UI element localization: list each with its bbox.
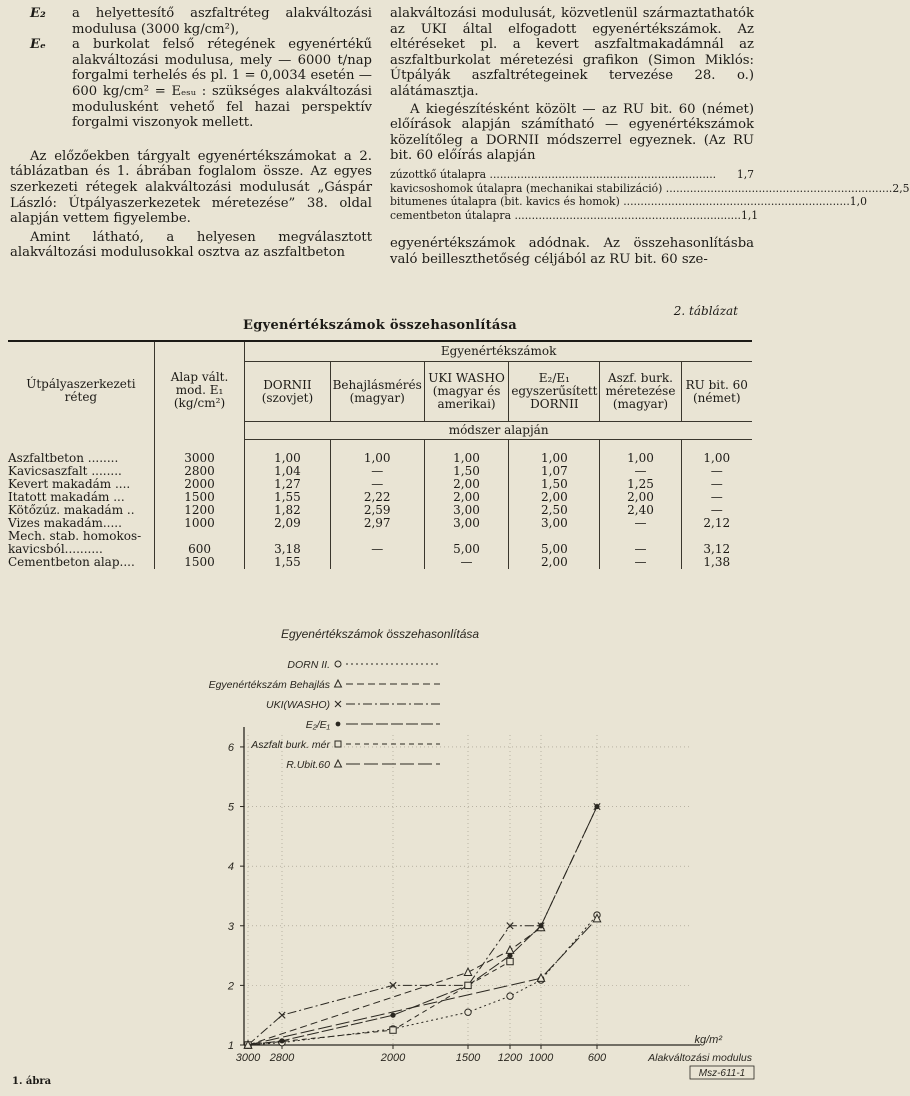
cell: 1,00 bbox=[600, 440, 681, 466]
legend-label: Egyenértékszám Behajlás bbox=[208, 679, 330, 691]
rule-item bbox=[390, 195, 867, 209]
cell: 2,00 bbox=[600, 491, 681, 504]
cell: 1,55 bbox=[245, 556, 330, 569]
cell: 1,00 bbox=[245, 440, 330, 466]
rule-value: 1,0 bbox=[849, 195, 867, 209]
row-modulus: 1200 bbox=[154, 504, 244, 517]
cell: 3,00 bbox=[509, 517, 600, 530]
cell: 2,09 bbox=[245, 517, 330, 530]
figure-caption: 1. ábra bbox=[12, 1076, 52, 1087]
table-row bbox=[8, 440, 752, 466]
row-name: Itatott makadám ... bbox=[8, 490, 125, 504]
row-modulus: 2000 bbox=[154, 478, 244, 491]
legend-label: R.Ubit.60 bbox=[286, 759, 330, 771]
row-name: Mech. stab. homokos- bbox=[8, 529, 142, 543]
definition-text: a helyettesítő aszfaltréteg alakváltozási modulusa (3000 kg/cm²), bbox=[72, 6, 372, 37]
rule-item bbox=[390, 168, 754, 182]
paragraph: egyenértékszámok adódnak. Az összehasonlításba való beilleszthetőség céljából az RU bit. 60 sze- bbox=[390, 236, 754, 267]
x-tick-label: 1500 bbox=[455, 1052, 481, 1064]
rule-label: kavicsoshomok útalapra (mechanikai stabilizáció) .................................................................. bbox=[390, 181, 893, 195]
cell: 2,40 bbox=[600, 504, 681, 517]
equivalence-table bbox=[8, 340, 752, 569]
cell: 1,07 bbox=[509, 465, 600, 478]
cell: — bbox=[600, 465, 681, 478]
rule-label: cementbeton útalapra .................................................................. bbox=[390, 208, 741, 222]
table-title: Egyenértékszámok összehasonlítása bbox=[243, 318, 517, 333]
marker-triangle bbox=[506, 946, 513, 953]
cell: 3,12 bbox=[681, 543, 752, 556]
row-name: Kevert makadám .... bbox=[8, 477, 131, 491]
y-tick-label: 1 bbox=[227, 1040, 234, 1052]
marker-triangle bbox=[464, 968, 471, 975]
cell: — bbox=[600, 556, 681, 569]
marker-circle bbox=[507, 993, 513, 999]
rule-values-list bbox=[390, 167, 910, 222]
cell: — bbox=[600, 543, 681, 556]
row-name: Kötőzúz. makadám .. bbox=[8, 503, 135, 517]
cell: 3,00 bbox=[424, 504, 509, 517]
cell: — bbox=[330, 478, 424, 491]
marker-circle bbox=[465, 1009, 471, 1015]
rule-value: 1,7 bbox=[736, 167, 754, 181]
equivalence-chart bbox=[0, 620, 760, 1080]
cell: 2,00 bbox=[509, 491, 600, 504]
cell: 2,00 bbox=[424, 478, 509, 491]
header-method: Behajlásmérés (magyar) bbox=[330, 362, 424, 422]
left-text-column bbox=[10, 6, 372, 261]
cell: 1,82 bbox=[245, 504, 330, 517]
row-name: Cementbeton alap.... bbox=[8, 555, 135, 569]
cell: — bbox=[330, 543, 424, 556]
cell: 3,18 bbox=[245, 543, 330, 556]
cell: 1,38 bbox=[681, 556, 752, 569]
row-modulus: 2800 bbox=[154, 465, 244, 478]
marker-dot bbox=[594, 804, 599, 809]
legend-label: E₂/E₁ bbox=[305, 719, 330, 731]
x-tick-label: 3000 bbox=[235, 1052, 261, 1064]
cell: 5,00 bbox=[509, 543, 600, 556]
definition-ee bbox=[10, 37, 372, 131]
rule-label: zúzottkő útalapra .................................................................. bbox=[390, 167, 717, 181]
y-tick-label: 4 bbox=[227, 861, 234, 874]
cell: — bbox=[681, 504, 752, 517]
cell: 2,50 bbox=[509, 504, 600, 517]
paragraph: alakváltozási modulusát, közvetlenül származtathatók az UKI által elfogadott egyenértékszámok. Az eltéréseket pl. a kevert aszfaltmakadámnál az aszfaltburkolat méretezési grafikon (Simon Miklós: Útpályák aszfaltrétegeinek tervezése 28. o.) alátámasztja. bbox=[390, 6, 754, 99]
paragraph: Az előzőekben tárgyalt egyenértékszámokat a 2. táblázatban és 1. ábrában foglalom össze. Az egyes szerkezeti rétegek alakváltozási modulusát „Gáspár László: Útpályaszerkezetek méretezése” 38. oldal alapján vettem figyelembe. bbox=[10, 148, 372, 227]
marker-square bbox=[390, 1027, 396, 1033]
marker-square bbox=[465, 982, 471, 988]
marker-dot bbox=[507, 953, 512, 958]
cell: 2,00 bbox=[424, 491, 509, 504]
definition-e2 bbox=[10, 6, 372, 37]
cell: 5,00 bbox=[424, 543, 509, 556]
cell bbox=[330, 556, 424, 569]
cell: 1,00 bbox=[509, 440, 600, 466]
rule-item bbox=[390, 208, 759, 223]
legend-label: Aszfalt burk. mér bbox=[251, 739, 330, 751]
marker-dot bbox=[390, 1013, 395, 1018]
row-modulus: 1500 bbox=[154, 491, 244, 504]
marker-dot bbox=[538, 923, 543, 928]
header-modulus: Alap vált. mod. E₁ (kg/cm²) bbox=[154, 341, 244, 440]
header-layer: Útpályaszerkezeti réteg bbox=[8, 341, 154, 440]
right-text-column bbox=[390, 6, 910, 268]
header-method: Aszf. burk. méretezése (magyar) bbox=[600, 362, 681, 422]
cell: 1,27 bbox=[245, 478, 330, 491]
marker-triangle bbox=[335, 760, 342, 767]
cell: 2,12 bbox=[681, 517, 752, 530]
y-tick-label: 2 bbox=[227, 980, 234, 993]
x-tick-label: 600 bbox=[587, 1052, 607, 1064]
rule-value: 1,1 bbox=[740, 208, 759, 222]
legend-label: DORN II. bbox=[287, 659, 330, 671]
cell: — bbox=[681, 465, 752, 478]
y-tick-label: 5 bbox=[227, 801, 234, 814]
row-modulus: 600 bbox=[154, 543, 244, 556]
definition-symbol: E₂ bbox=[30, 6, 46, 21]
definition-symbol: Eₑ bbox=[30, 37, 46, 53]
cell: — bbox=[330, 465, 424, 478]
cell: 2,22 bbox=[330, 491, 424, 504]
x-unit-label: kg/m² bbox=[694, 1034, 722, 1046]
stamp-text: Msz-611-1 bbox=[698, 1068, 746, 1079]
cell: 1,50 bbox=[509, 478, 600, 491]
cell: 1,00 bbox=[424, 440, 509, 466]
cell: — bbox=[424, 556, 509, 569]
cell: 1,00 bbox=[330, 440, 424, 466]
header-method: RU bit. 60 (német) bbox=[681, 362, 752, 422]
definition-text: a burkolat felső rétegének egyenértékű alakváltozási modulusa, mely — 6000 t/nap forgalmi terhelés és pl. 1 = 0,0034 esetén — 600 kg/cm² = Eₑₛᵤ : szükséges alakváltozási modulusként vehető fel hazai perspektív forgalmi viszonyok mellett. bbox=[72, 37, 372, 131]
cell: 1,00 bbox=[681, 440, 752, 466]
row-name: kavicsból.......... bbox=[8, 542, 103, 556]
cell: 2,00 bbox=[509, 556, 600, 569]
paragraph: Amint látható, a helyesen megválasztott alakváltozási modulusokkal osztva az aszfaltbeton bbox=[10, 229, 372, 261]
table-row bbox=[8, 556, 752, 569]
header-method: E₂/E₁ egyszerűsített DORNII bbox=[509, 362, 600, 422]
cell: 2,59 bbox=[330, 504, 424, 517]
cell: 3,00 bbox=[424, 517, 509, 530]
cell: — bbox=[681, 478, 752, 491]
cell: 1,55 bbox=[245, 491, 330, 504]
row-modulus: 3000 bbox=[154, 440, 244, 466]
x-tick-label: 1200 bbox=[497, 1052, 523, 1064]
paragraph: A kiegészítésként közölt — az RU bit. 60 (német) előírások alapján számítható — egyenértékszámok közelítőleg a DORNII módszerrel egyeznek. (Az RU bit. 60 előírás alapján bbox=[390, 101, 754, 164]
cell: — bbox=[681, 491, 752, 504]
row-modulus: 1000 bbox=[154, 517, 244, 530]
y-tick-label: 3 bbox=[227, 920, 234, 933]
y-tick-label: 6 bbox=[227, 741, 234, 754]
rule-value: 2,5 bbox=[892, 181, 910, 195]
marker-triangle bbox=[335, 680, 342, 687]
row-modulus: 1500 bbox=[154, 556, 244, 569]
legend-label: UKI(WASHO) bbox=[266, 699, 330, 711]
cell: — bbox=[600, 517, 681, 530]
x-tick-label: 1000 bbox=[528, 1052, 554, 1064]
rule-item bbox=[390, 181, 910, 196]
marker-circle bbox=[335, 661, 341, 667]
marker-square bbox=[507, 958, 513, 964]
header-method: UKI WASHO (magyar és amerikai) bbox=[424, 362, 509, 422]
cell: 1,25 bbox=[600, 478, 681, 491]
header-method-basis: módszer alapján bbox=[245, 422, 752, 440]
cell: 1,04 bbox=[245, 465, 330, 478]
x-axis-label: Alakváltozási modulus bbox=[648, 1052, 752, 1064]
rule-label: bitumenes útalapra (bit. kavics és homok) .................................................................. bbox=[390, 195, 850, 209]
chart-title: Egyenértékszámok összehasonlítása bbox=[280, 627, 480, 641]
table-number: 2. táblázat bbox=[673, 304, 738, 318]
marker-dot bbox=[336, 722, 341, 727]
header-group: Egyenértékszámok bbox=[245, 341, 752, 362]
row-name: Vizes makadám..... bbox=[8, 516, 122, 530]
cell: 2,97 bbox=[330, 517, 424, 530]
header-method: DORNII (szovjet) bbox=[245, 362, 330, 422]
row-name: Aszfaltbeton ........ bbox=[8, 450, 119, 465]
x-tick-label: 2000 bbox=[380, 1052, 406, 1064]
cell: 1,50 bbox=[424, 465, 509, 478]
x-tick-label: 2800 bbox=[269, 1052, 295, 1064]
marker-square bbox=[335, 741, 341, 747]
row-name: Kavicsaszfalt ........ bbox=[8, 464, 122, 478]
